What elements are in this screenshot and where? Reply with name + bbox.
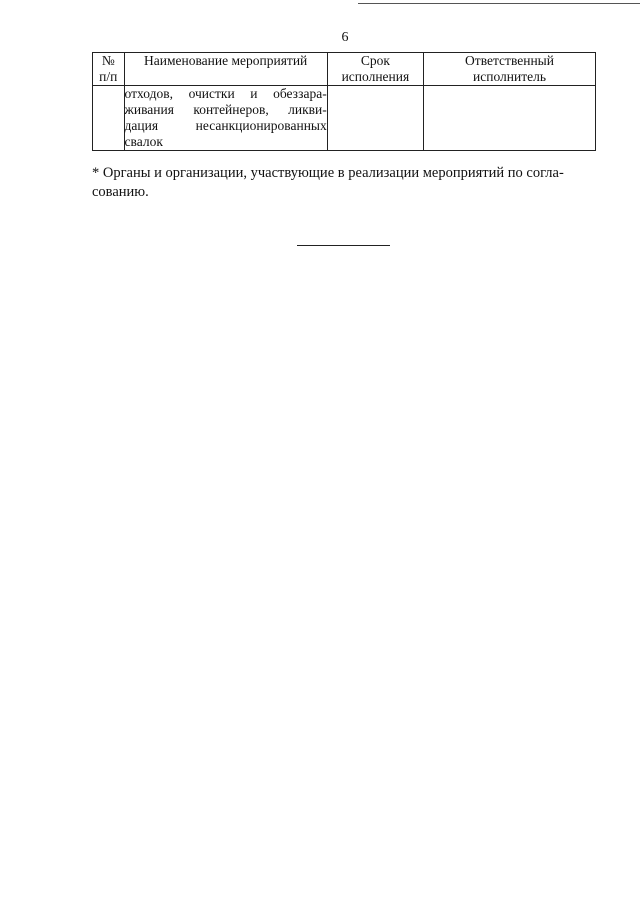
footnote-line: сованию. xyxy=(92,184,149,200)
header-number-line: п/п xyxy=(99,69,118,84)
page-number: 6 xyxy=(341,30,349,45)
row-number-cell xyxy=(93,86,125,151)
measure-name-line: дация несанкционированных xyxy=(124,118,327,133)
table-row xyxy=(93,86,596,151)
header-deadline-line: Срок xyxy=(360,53,390,68)
header-deadline xyxy=(327,53,423,86)
header-deadline-line: исполнения xyxy=(341,69,410,84)
header-measure-name-line: Наименование мероприятий xyxy=(144,53,308,68)
footnote xyxy=(92,164,596,202)
measure-name-line: свалок xyxy=(124,134,163,149)
header-responsible xyxy=(424,53,596,86)
header-responsible-line: исполнитель xyxy=(473,69,547,84)
measure-name-line: живания контейнеров, ликви- xyxy=(124,102,327,117)
measure-name-line: отходов, очистки и обеззара- xyxy=(124,86,327,101)
footnote-line: * Органы и организации, участвующие в реализации мероприятий по согла- xyxy=(92,165,564,181)
table-header-row xyxy=(93,53,596,86)
top-edge-line xyxy=(358,3,640,4)
measures-table xyxy=(92,52,596,151)
header-number xyxy=(93,53,125,86)
end-of-document-line xyxy=(297,245,390,246)
header-responsible-line: Ответственный xyxy=(465,53,554,68)
row-responsible-cell xyxy=(424,86,596,151)
row-measure-name-cell xyxy=(124,86,327,151)
row-deadline-cell xyxy=(327,86,423,151)
header-number-line: № xyxy=(101,53,115,68)
header-measure-name xyxy=(124,53,327,86)
